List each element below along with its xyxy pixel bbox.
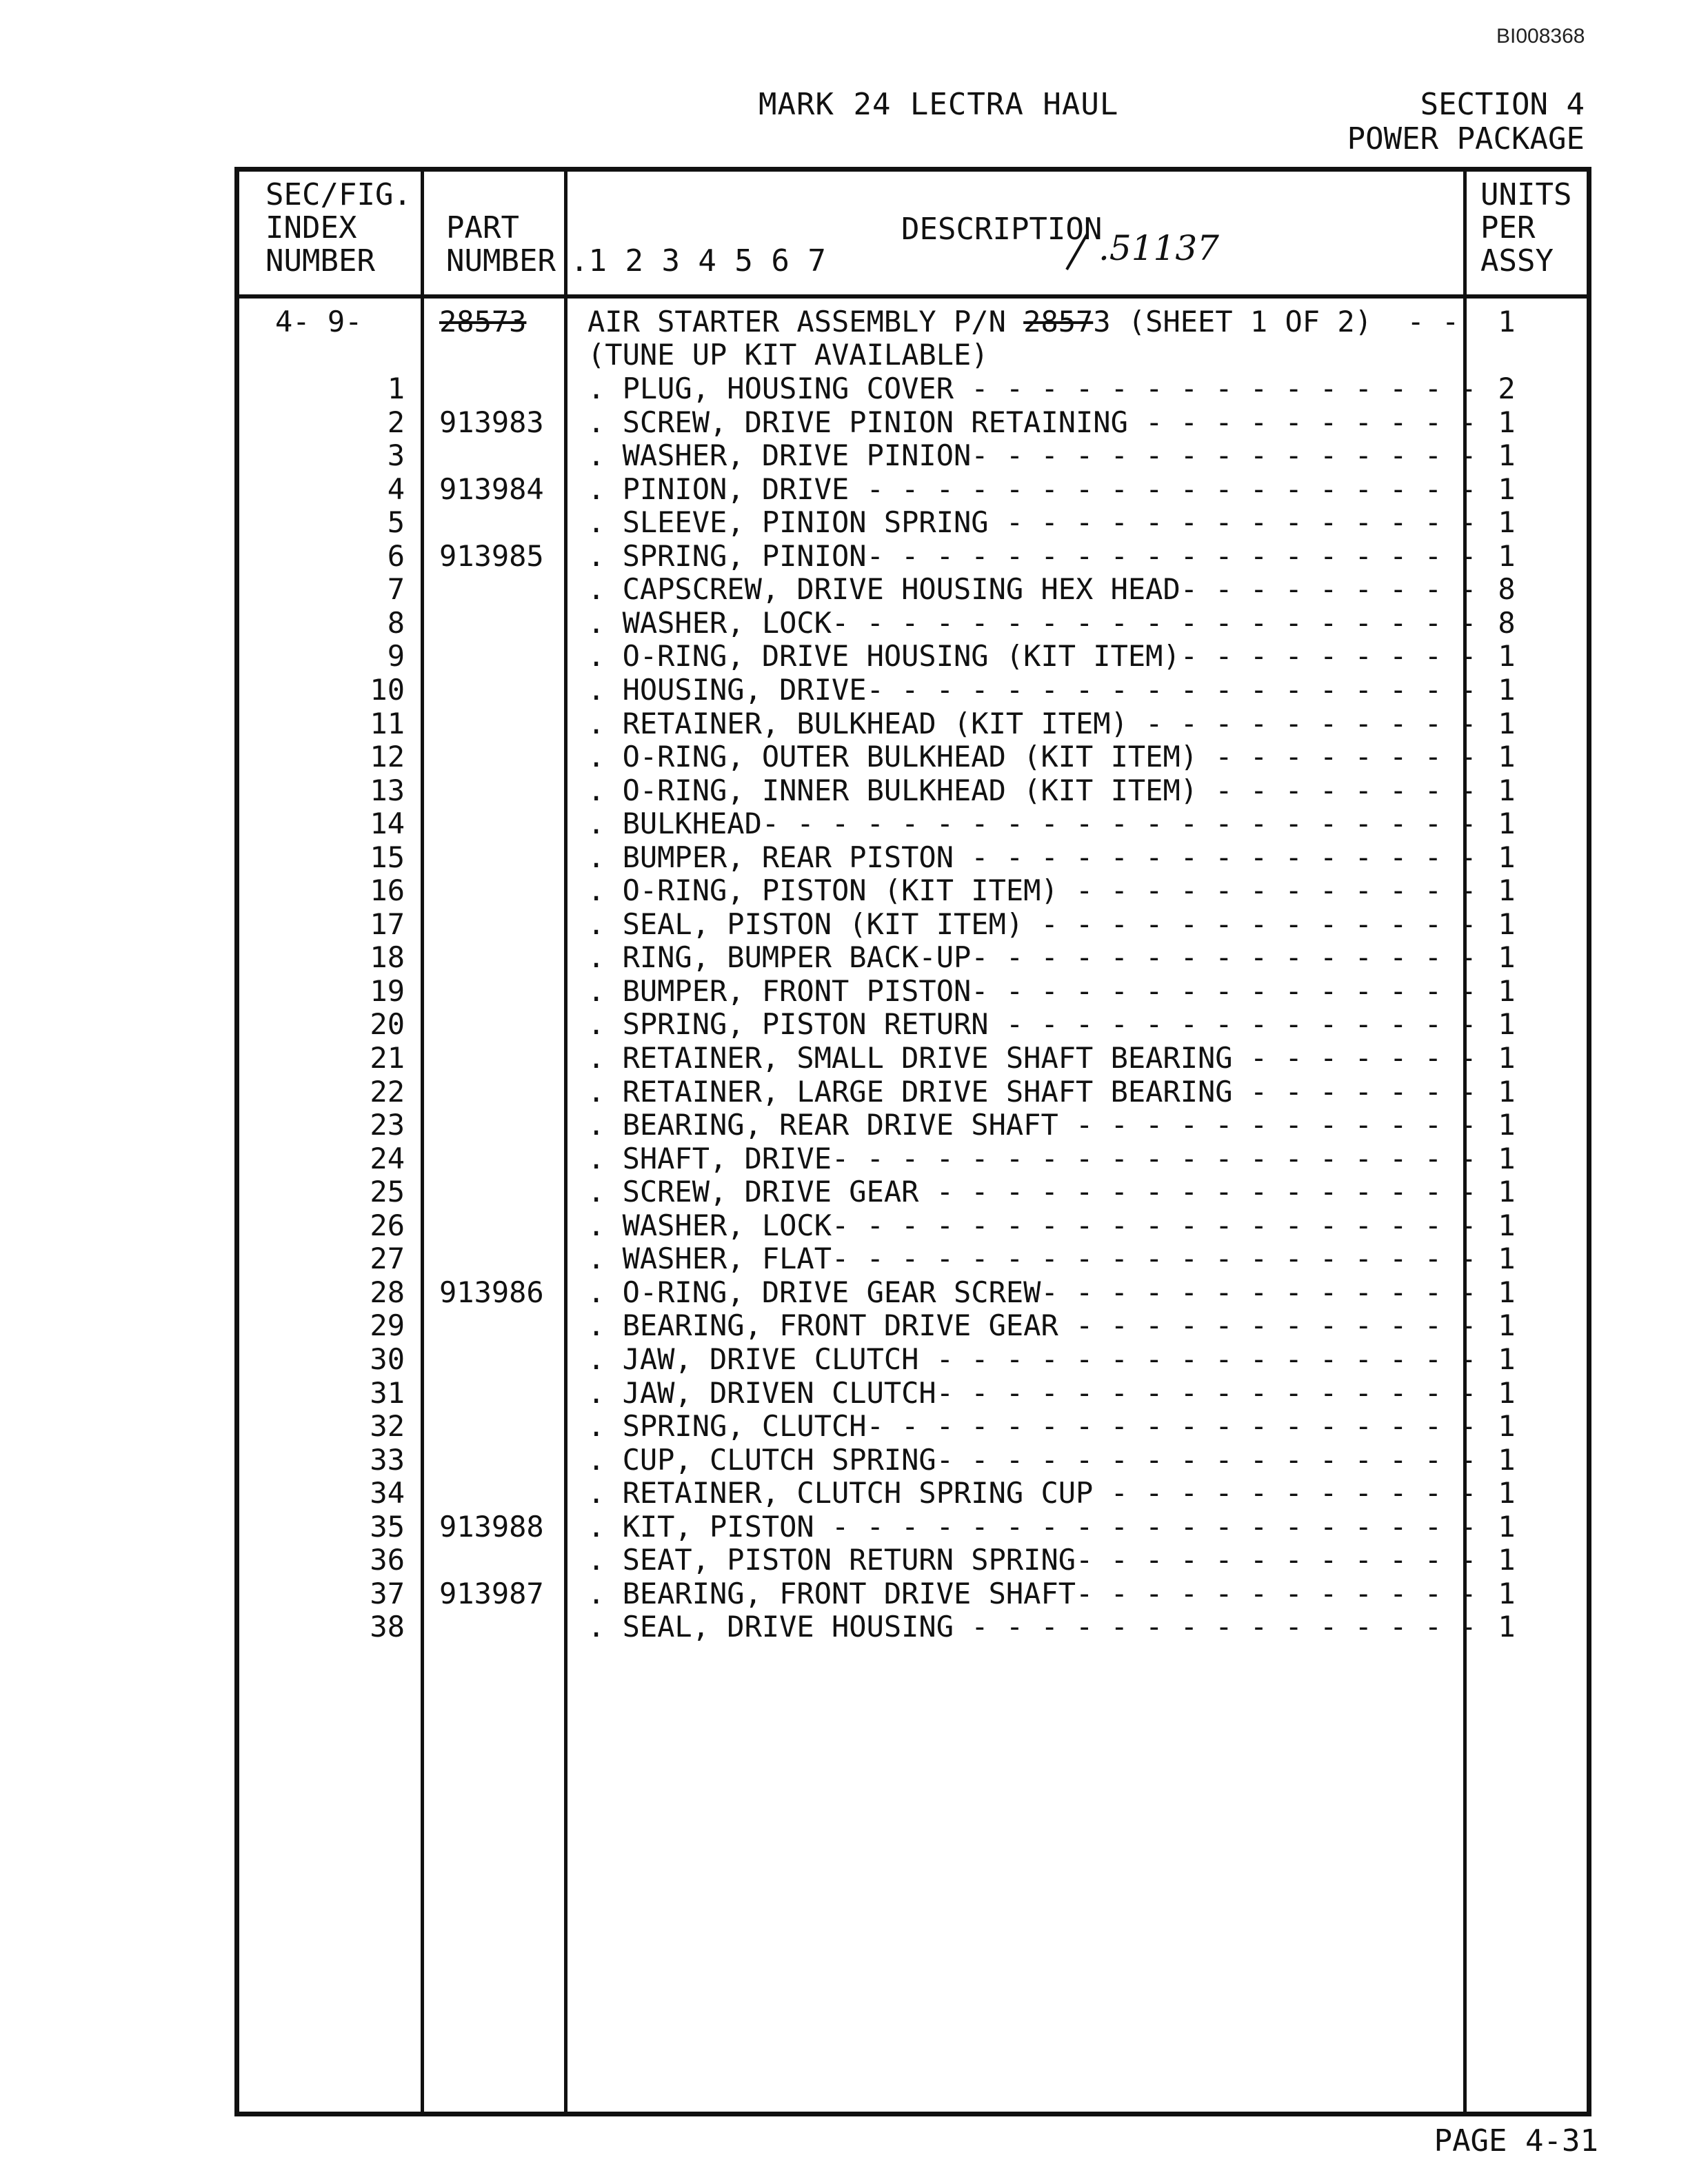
item-index: 4 <box>387 472 405 506</box>
header-index <box>265 179 412 278</box>
item-description: . RETAINER, CLUTCH SPRING CUP - - - - - - - - - - - <box>587 1476 1477 1510</box>
table-row <box>239 1075 1587 1109</box>
table-row <box>239 1544 1587 1577</box>
item-index: 14 <box>370 807 405 841</box>
assembly-row <box>239 305 1587 339</box>
item-index: 27 <box>370 1242 405 1276</box>
assembly-desc-struck: 2857 <box>1023 305 1094 338</box>
item-index: 12 <box>370 740 405 774</box>
item-index: 10 <box>370 672 405 707</box>
assembly-description <box>587 305 1459 338</box>
assembly-units: 1 <box>1498 305 1516 338</box>
item-index: 9 <box>387 639 405 674</box>
table-row <box>239 1276 1587 1310</box>
item-part-number: 913986 <box>439 1275 544 1309</box>
item-description: . O-RING, DRIVE HOUSING (KIT ITEM)- - - - - - - - - <box>587 639 1477 674</box>
item-index: 19 <box>370 973 405 1008</box>
item-description: . BUMPER, REAR PISTON - - - - - - - - - - - - - - - <box>587 840 1477 874</box>
document-title: MARK 24 LECTRA HAUL <box>758 87 1119 122</box>
item-index: 20 <box>370 1007 405 1042</box>
item-units: 8 <box>1498 605 1516 640</box>
item-units: 1 <box>1498 706 1516 740</box>
table-row <box>239 1510 1587 1544</box>
table-row <box>239 1610 1587 1644</box>
item-part-number: 913983 <box>439 405 544 439</box>
table-row <box>239 1242 1587 1276</box>
table-row <box>239 674 1587 707</box>
item-description: . PINION, DRIVE - - - - - - - - - - - - - - - - - - <box>587 472 1477 506</box>
item-description: . SPRING, PINION- - - - - - - - - - - - - - - - - - <box>587 538 1477 573</box>
assembly-index: 4- 9- <box>275 305 363 338</box>
table-row <box>239 1444 1587 1477</box>
item-description: . RETAINER, LARGE DRIVE SHAFT BEARING - - - - - - - <box>587 1074 1477 1109</box>
item-description: . WASHER, LOCK- - - - - - - - - - - - - - - - - - - <box>587 605 1477 640</box>
page-number: PAGE 4-31 <box>1434 2123 1598 2158</box>
item-description: . RETAINER, SMALL DRIVE SHAFT BEARING - - - - - - - <box>587 1041 1477 1075</box>
table-row <box>239 707 1587 741</box>
item-index: 35 <box>370 1509 405 1544</box>
table-row <box>239 908 1587 942</box>
item-description: . BEARING, FRONT DRIVE GEAR - - - - - - - - - - - - <box>587 1308 1477 1343</box>
item-units: 1 <box>1498 773 1516 807</box>
item-description: . SPRING, PISTON RETURN - - - - - - - - - - - - - - <box>587 1007 1477 1042</box>
item-description: . CUP, CLUTCH SPRING- - - - - - - - - - - - - - - - <box>587 1442 1477 1477</box>
item-units: 1 <box>1498 940 1516 975</box>
table-row <box>239 874 1587 908</box>
table-row <box>239 1343 1587 1377</box>
item-units: 1 <box>1498 1442 1516 1477</box>
item-units: 1 <box>1498 472 1516 506</box>
header-description: DESCRIPTION <box>901 212 1103 247</box>
table-row <box>239 573 1587 607</box>
item-units: 1 <box>1498 405 1516 439</box>
item-units: 1 <box>1498 1576 1516 1610</box>
table-row <box>239 941 1587 975</box>
item-index: 1 <box>387 372 405 405</box>
item-description: . BULKHEAD- - - - - - - - - - - - - - - - - - - - - <box>587 807 1477 841</box>
assembly-note: (TUNE UP KIT AVAILABLE) <box>587 338 989 372</box>
item-description: . O-RING, DRIVE GEAR SCREW- - - - - - - - - - - - - <box>587 1275 1477 1309</box>
item-description: . WASHER, LOCK- - - - - - - - - - - - - - - - - - - <box>587 1208 1477 1242</box>
item-units: 1 <box>1498 1208 1516 1242</box>
item-description: . SEAL, DRIVE HOUSING - - - - - - - - - - - - - - - <box>587 1610 1477 1644</box>
item-units: 1 <box>1498 639 1516 674</box>
item-units: 1 <box>1498 1409 1516 1444</box>
item-units: 8 <box>1498 572 1516 607</box>
header-units-line: UNITS <box>1480 177 1572 212</box>
assembly-note-row <box>239 338 1587 372</box>
item-description: . HOUSING, DRIVE- - - - - - - - - - - - - - - - - - <box>587 672 1477 707</box>
header-units-line: ASSY <box>1480 243 1554 279</box>
item-index: 26 <box>370 1208 405 1242</box>
item-units: 1 <box>1498 840 1516 874</box>
item-part-number: 913984 <box>439 472 544 506</box>
item-index: 16 <box>370 873 405 908</box>
item-units: 1 <box>1498 438 1516 473</box>
item-index: 33 <box>370 1442 405 1477</box>
table-row <box>239 774 1587 808</box>
table-row <box>239 1175 1587 1209</box>
item-index: 34 <box>370 1476 405 1510</box>
header-units-line: PER <box>1480 210 1536 245</box>
item-index: 23 <box>370 1108 405 1142</box>
item-units: 1 <box>1498 1242 1516 1276</box>
item-part-number: 913985 <box>439 538 544 573</box>
table-row <box>239 506 1587 540</box>
header-part-line: PART <box>446 210 519 245</box>
item-index: 37 <box>370 1576 405 1610</box>
handwritten-note: .51137 <box>1098 228 1219 268</box>
item-description: . JAW, DRIVE CLUTCH - - - - - - - - - - - - - - - - <box>587 1342 1477 1376</box>
item-description: . SPRING, CLUTCH- - - - - - - - - - - - - - - - - - <box>587 1409 1477 1444</box>
section-label: SECTION 4 <box>1420 87 1585 122</box>
item-units: 1 <box>1498 1509 1516 1544</box>
item-index: 21 <box>370 1041 405 1075</box>
item-description: . RING, BUMPER BACK-UP- - - - - - - - - - - - - - - <box>587 940 1477 975</box>
table-row <box>239 1142 1587 1176</box>
table-row <box>239 807 1587 841</box>
item-units: 1 <box>1498 1476 1516 1510</box>
table-row <box>239 406 1587 440</box>
item-units: 1 <box>1498 1610 1516 1644</box>
item-index: 17 <box>370 907 405 941</box>
table-row <box>239 1577 1587 1611</box>
item-index: 18 <box>370 940 405 975</box>
table-row <box>239 1309 1587 1343</box>
item-description: . O-RING, OUTER BULKHEAD (KIT ITEM) - - - - - - - - <box>587 740 1477 774</box>
item-description: . SLEEVE, PINION SPRING - - - - - - - - - - - - - - <box>587 505 1477 540</box>
parts-table <box>234 167 1591 2116</box>
item-description: . SHAFT, DRIVE- - - - - - - - - - - - - - - - - - - <box>587 1141 1477 1175</box>
item-index: 36 <box>370 1543 405 1577</box>
item-index: 25 <box>370 1175 405 1209</box>
header-units <box>1480 179 1571 278</box>
table-row <box>239 1477 1587 1510</box>
item-description: . JAW, DRIVEN CLUTCH- - - - - - - - - - - - - - - - <box>587 1375 1477 1410</box>
table-row <box>239 640 1587 674</box>
assembly-desc-text: 3 (SHEET 1 OF 2) - - <box>1093 305 1460 338</box>
item-units: 1 <box>1498 873 1516 908</box>
item-units: 1 <box>1498 1041 1516 1075</box>
table-row <box>239 1377 1587 1410</box>
item-units: 1 <box>1498 907 1516 941</box>
item-description: . SCREW, DRIVE PINION RETAINING - - - - - - - - - - <box>587 405 1477 439</box>
item-units: 2 <box>1498 372 1516 405</box>
header-part <box>446 212 556 278</box>
item-index: 2 <box>387 405 405 439</box>
item-units: 1 <box>1498 740 1516 774</box>
assembly-part-number: 28573 <box>439 305 527 338</box>
item-units: 1 <box>1498 1007 1516 1042</box>
item-description: . BEARING, FRONT DRIVE SHAFT- - - - - - - - - - - - <box>587 1576 1477 1610</box>
item-index: 13 <box>370 773 405 807</box>
item-units: 1 <box>1498 1308 1516 1343</box>
table-row <box>239 473 1587 507</box>
item-description: . SCREW, DRIVE GEAR - - - - - - - - - - - - - - - - <box>587 1175 1477 1209</box>
table-row <box>239 740 1587 774</box>
header-index-line: NUMBER <box>265 243 375 279</box>
item-units: 1 <box>1498 1375 1516 1410</box>
table-row <box>239 975 1587 1009</box>
item-part-number: 913988 <box>439 1509 544 1544</box>
item-index: 30 <box>370 1342 405 1376</box>
item-description: . BUMPER, FRONT PISTON- - - - - - - - - - - - - - - <box>587 973 1477 1008</box>
item-index: 6 <box>387 538 405 573</box>
table-row <box>239 841 1587 875</box>
item-units: 1 <box>1498 672 1516 707</box>
table-row <box>239 1209 1587 1243</box>
item-index: 7 <box>387 572 405 607</box>
item-index: 8 <box>387 605 405 640</box>
header-index-line: SEC/FIG. <box>265 177 412 212</box>
item-description: . CAPSCREW, DRIVE HOUSING HEX HEAD- - - - - - - - - <box>587 572 1477 607</box>
item-units: 1 <box>1498 538 1516 573</box>
item-units: 1 <box>1498 807 1516 841</box>
assembly-desc-text: AIR STARTER ASSEMBLY P/N <box>587 305 1024 338</box>
item-index: 15 <box>370 840 405 874</box>
item-description: . BEARING, REAR DRIVE SHAFT - - - - - - - - - - - - <box>587 1108 1477 1142</box>
item-units: 1 <box>1498 1342 1516 1376</box>
item-description: . O-RING, INNER BULKHEAD (KIT ITEM) - - - - - - - - <box>587 773 1477 807</box>
item-description: . WASHER, FLAT- - - - - - - - - - - - - - - - - - - <box>587 1242 1477 1276</box>
table-row <box>239 1042 1587 1075</box>
item-description: . WASHER, DRIVE PINION- - - - - - - - - - - - - - - <box>587 438 1477 473</box>
item-units: 1 <box>1498 1141 1516 1175</box>
document-id: BI008368 <box>1496 25 1585 48</box>
table-row <box>239 607 1587 640</box>
item-units: 1 <box>1498 1275 1516 1309</box>
header-index-line: INDEX <box>265 210 357 245</box>
item-units: 1 <box>1498 1175 1516 1209</box>
item-units: 1 <box>1498 505 1516 540</box>
item-index: 29 <box>370 1308 405 1343</box>
item-description: . O-RING, PISTON (KIT ITEM) - - - - - - - - - - - - <box>587 873 1477 908</box>
table-row <box>239 439 1587 473</box>
item-index: 3 <box>387 438 405 473</box>
item-index: 32 <box>370 1409 405 1444</box>
item-description: . SEAL, PISTON (KIT ITEM) - - - - - - - - - - - - - <box>587 907 1477 941</box>
table-row <box>239 1109 1587 1142</box>
item-units: 1 <box>1498 1074 1516 1109</box>
item-description: . PLUG, HOUSING COVER - - - - - - - - - - - - - - - <box>587 372 1477 405</box>
item-index: 24 <box>370 1141 405 1175</box>
table-row <box>239 1410 1587 1444</box>
item-index: 28 <box>370 1275 405 1309</box>
item-units: 1 <box>1498 1108 1516 1142</box>
item-description: . KIT, PISTON - - - - - - - - - - - - - - - - - - - <box>587 1509 1477 1544</box>
item-part-number: 913987 <box>439 1576 544 1610</box>
item-index: 11 <box>370 706 405 740</box>
item-index: 38 <box>370 1610 405 1644</box>
table-row <box>239 540 1587 574</box>
item-units: 1 <box>1498 973 1516 1008</box>
table-row <box>239 1008 1587 1042</box>
header-desc-indent: .1 2 3 4 5 6 7 <box>570 243 826 279</box>
table-row <box>239 372 1587 406</box>
header-divider <box>239 294 1587 299</box>
item-index: 22 <box>370 1074 405 1109</box>
item-index: 31 <box>370 1375 405 1410</box>
item-description: . SEAT, PISTON RETURN SPRING- - - - - - - - - - - - <box>587 1543 1477 1577</box>
header-part-line: NUMBER <box>446 243 556 279</box>
item-units: 1 <box>1498 1543 1516 1577</box>
item-description: . RETAINER, BULKHEAD (KIT ITEM) - - - - - - - - - - <box>587 706 1477 740</box>
item-index: 5 <box>387 505 405 540</box>
section-name: POWER PACKAGE <box>1347 121 1585 156</box>
